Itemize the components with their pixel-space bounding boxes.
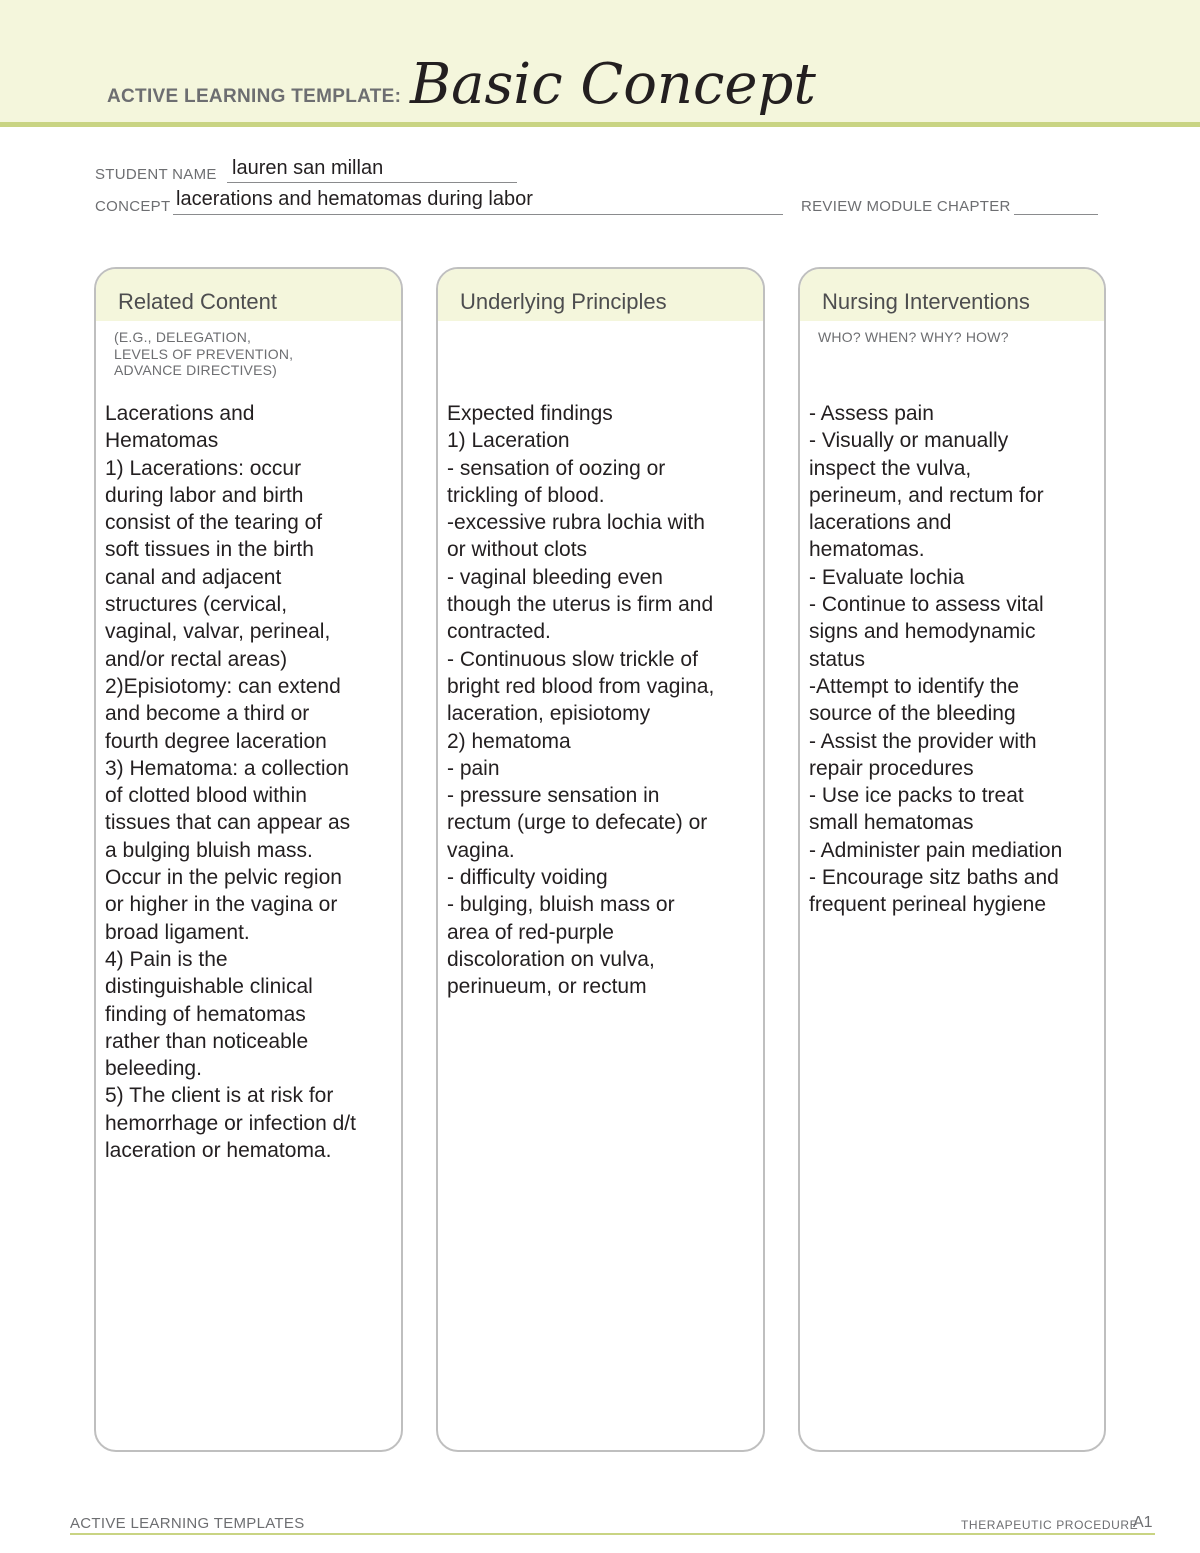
related-content-text[interactable]: Lacerations and Hematomas 1) Lacerations: occur during labor and birth consist of the tearing of soft tissues in the birth canal and adjacent structures (cervical, vaginal, valvar, perineal, and/or rectal areas) 2)Episiotomy: can extend and become a third or fourth degree laceration 3) Hematoma: a collection of clotted blood within tissues that can appear as a bulging bluish mass. Occur in the pelvic region or higher in the vagina or broad ligament. 4) Pain is the distinguishable clinical finding of hematomas rather than noticeable beleeding. 5) The client is at risk for hemorrhage or infection d/t laceration or hematoma. <box>105 402 356 1163</box>
panel-subtitle: WHO? WHEN? WHY? HOW? <box>818 329 1009 345</box>
template-label: ACTIVE LEARNING TEMPLATE: <box>107 86 402 107</box>
panel-subtitle: (E.G., DELEGATION, LEVELS OF PREVENTION, ADVANCE DIRECTIVES) <box>114 329 294 378</box>
student-name-field[interactable]: lauren san millan <box>232 157 384 179</box>
review-module-label: REVIEW MODULE CHAPTER <box>801 198 1011 215</box>
underlying-principles-panel <box>436 267 765 1452</box>
nursing-interventions-text[interactable]: - Assess pain - Visually or manually inspect the vulva, perineum, and rectum for lacerations and hematomas. - Evaluate lochia - Continue to assess vital signs and hemodynamic status -Attempt to identify the source of the bleeding - Assist the provider with repair procedures - Use ice packs to treat small hematomas - Administer pain mediation - Encourage sitz baths and frequent perineal hygiene <box>809 402 1063 917</box>
page-title: Basic Concept <box>410 52 816 117</box>
header-rule <box>0 122 1200 127</box>
related-content-panel <box>94 267 403 1452</box>
panel-title: Related Content <box>118 289 277 314</box>
student-name-line <box>227 182 517 183</box>
concept-label: CONCEPT <box>95 198 171 215</box>
footer-left-label: ACTIVE LEARNING TEMPLATES <box>70 1515 305 1532</box>
panel-title: Underlying Principles <box>460 289 667 314</box>
panel-title: Nursing Interventions <box>822 289 1030 314</box>
footer-rule <box>70 1533 1155 1535</box>
review-module-line <box>1014 214 1098 215</box>
student-name-label: STUDENT NAME <box>95 166 217 183</box>
underlying-principles-text[interactable]: Expected findings 1) Laceration - sensation of oozing or trickling of blood. -excessive rubra lochia with or without clots - vaginal bleeding even though the uterus is firm and contracted. - Continuous slow trickle of bright red blood from vagina, laceration, episiotomy 2) hematoma - pain - pressure sensation in rectum (urge to defecate) or vagina. - difficulty voiding - bulging, bluish mass or area of red-purple discoloration on vulva, perinueum, or rectum <box>447 402 715 999</box>
footer-right-label: THERAPEUTIC PROCEDURE <box>961 1518 1139 1532</box>
concept-line <box>173 214 783 215</box>
concept-field[interactable]: lacerations and hematomas during labor <box>176 188 533 210</box>
footer-code: A1 <box>1133 1514 1153 1531</box>
nursing-interventions-panel <box>798 267 1106 1452</box>
